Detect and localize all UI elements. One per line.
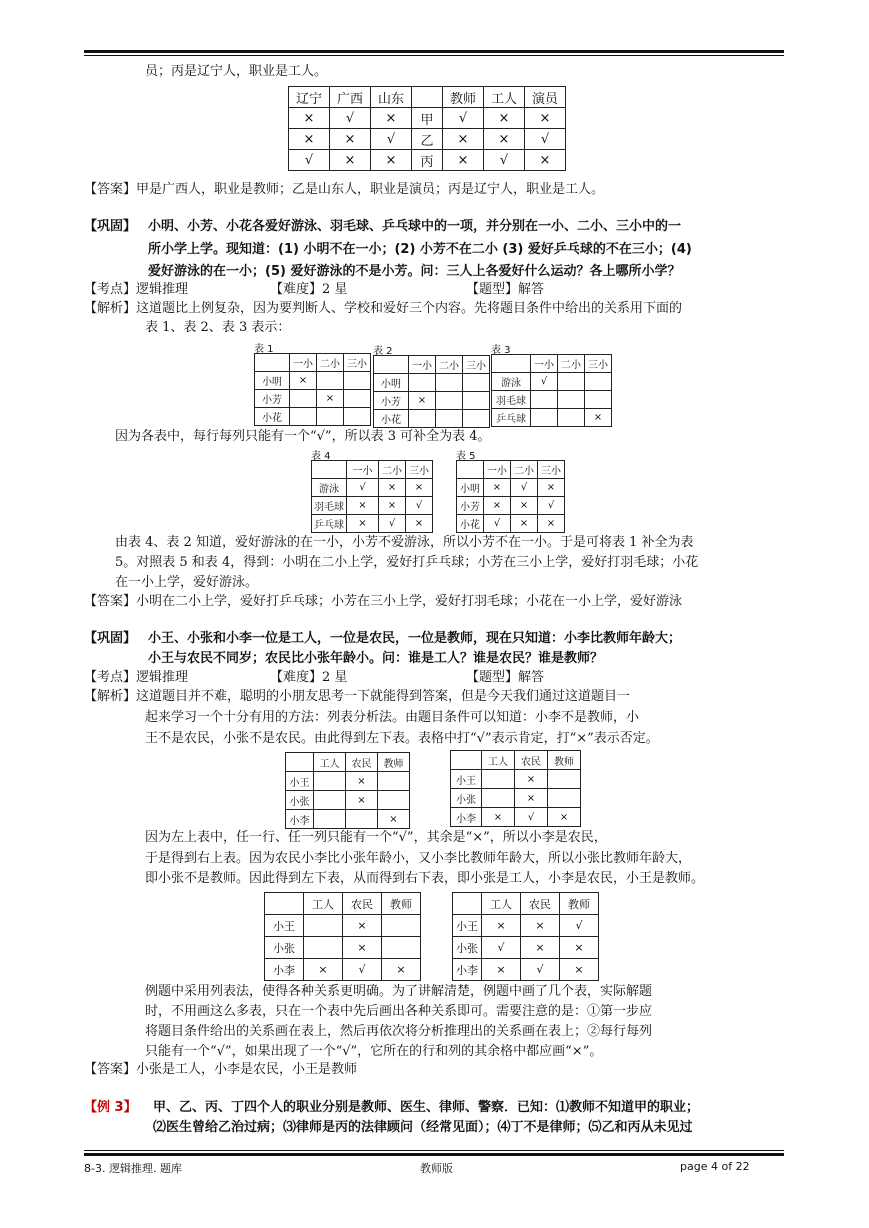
table-header-cell: 一小: [347, 461, 379, 479]
table-cell: ×: [515, 770, 548, 789]
table-cell: [346, 810, 378, 829]
bottom-rule-thick: [84, 1153, 784, 1156]
table-cell: √: [371, 129, 412, 150]
gonggu-1-line: 小明、小芳、小花各爱好游泳、羽毛球、乒乓球中的一项，并分别在一小、二小、三小中的一: [148, 219, 682, 234]
table-header-row: [453, 893, 599, 915]
table-cell: [344, 390, 371, 408]
gonggu-2-jiexi: 【解析】这道题目并不难，聪明的小朋友思考一下就能得到答案，但是今天我们通过这道题目一: [84, 689, 631, 704]
table-cell: ×: [484, 479, 511, 497]
table-cell: ×: [379, 497, 406, 515]
example-3-line: 甲、乙、丙、丁四个人的职业分别是教师、医生、律师、警察．已知：⑴教师不知道甲的职业；: [153, 1100, 700, 1115]
table-cell: 羽毛球: [312, 497, 347, 515]
table-cell: √: [330, 108, 371, 129]
table-header-cell: 三小: [344, 354, 371, 372]
table-cell: 乒乓球: [312, 515, 347, 533]
gonggu-1-answer: 【答案】小明在二小上学，爱好打乒乓球；小芳在三小上学，爱好打羽毛球；小花在一小上学，爱好游泳: [84, 594, 683, 609]
table-top-right: [450, 750, 581, 827]
table-row: [289, 150, 566, 171]
table-cell: √: [482, 937, 521, 959]
gonggu-1-nandu: 【难度】2 星: [270, 282, 348, 297]
table-cell: ×: [343, 937, 382, 959]
table-header-cell: [453, 893, 482, 915]
table-header-cell: [451, 751, 482, 770]
table-cell: √: [406, 497, 433, 515]
table-header-cell: [265, 893, 304, 915]
table-row: [374, 410, 490, 428]
table-header-cell: 教师: [382, 893, 421, 915]
table-cell: [290, 390, 317, 408]
table-1: [254, 353, 371, 426]
table-cell: ×: [346, 772, 378, 791]
table-header-cell: 农民: [521, 893, 560, 915]
table-row: [453, 915, 599, 937]
table-cell: ×: [406, 515, 433, 533]
table-cell: √: [511, 479, 538, 497]
table-cell: ×: [443, 129, 484, 150]
table-row: [453, 959, 599, 981]
table-header-cell: [492, 355, 531, 373]
table-row: [312, 479, 433, 497]
table-row: [457, 515, 565, 533]
intro-line: 员；丙是辽宁人，职业是工人。: [145, 64, 328, 79]
table-cell: [548, 789, 581, 808]
table-row: [492, 409, 612, 427]
table-header-row: [255, 354, 371, 372]
gonggu-2-jiexi: 起来学习一个十分有用的方法：列表分析法。由题目条件可以知道：小李不是教师，小: [145, 710, 640, 725]
table-row: [289, 108, 566, 129]
table-row: [492, 391, 612, 409]
table-cell: [314, 791, 346, 810]
table-1-caption: 表 1: [254, 344, 274, 355]
table-5: [456, 460, 565, 533]
table-cell: [378, 791, 410, 810]
table-cell: 游泳: [312, 479, 347, 497]
table-cell: [382, 915, 421, 937]
table-cell: ×: [525, 150, 566, 171]
table-cell: 小王: [286, 772, 314, 791]
table-top-left: [285, 752, 410, 829]
table-header-cell: 教师: [378, 753, 410, 772]
table-cell: √: [525, 129, 566, 150]
gonggu-1-after: 由表 4、表 2 知道，爱好游泳的在一小，小芳不爱游泳，所以小芳不在一小。于是可将表 1 补全为表: [115, 535, 694, 550]
table-cell: ×: [484, 497, 511, 515]
table-header-cell: [286, 753, 314, 772]
table-cell: ×: [482, 959, 521, 981]
table-cell: 小花: [457, 515, 484, 533]
province-job-table: [288, 86, 566, 171]
table-cell: ×: [347, 515, 379, 533]
table-cell: ×: [371, 108, 412, 129]
table-header-cell: 三小: [538, 461, 565, 479]
table-header-cell: 三小: [463, 356, 490, 374]
table-cell: √: [484, 515, 511, 533]
table-row: [286, 791, 410, 810]
table-cell: ×: [347, 497, 379, 515]
table-header-cell: 一小: [484, 461, 511, 479]
gonggu-2-end: 将题目条件给出的关系画在表上，然后再依次将分析推理出的关系画在表上；②每行每列: [145, 1024, 653, 1039]
table-cell: 小明: [457, 479, 484, 497]
gonggu-2-answer: 【答案】小张是工人，小李是农民，小王是教师: [84, 1062, 358, 1077]
footer-left: 8-3. 逻辑推理. 题库: [84, 1162, 182, 1175]
table-cell: 甲: [412, 108, 443, 129]
table-cell: 丙: [412, 150, 443, 171]
table-row: [286, 772, 410, 791]
table-cell: [304, 915, 343, 937]
table-row: [265, 915, 421, 937]
table-cell: 小张: [265, 937, 304, 959]
table-bottom-right: [452, 892, 599, 981]
table-cell: 小芳: [374, 392, 409, 410]
table-header-cell: 工人: [304, 893, 343, 915]
table-cell: ×: [484, 129, 525, 150]
table-cell: ×: [409, 392, 436, 410]
table-header-cell: 农民: [343, 893, 382, 915]
gonggu-2-end: 例题中采用列表法，使得各种关系更明确。为了讲解清楚，例题中画了几个表，实际解题: [145, 984, 653, 999]
table-header-cell: 农民: [515, 751, 548, 770]
table-cell: ×: [443, 150, 484, 171]
table-cell: [344, 372, 371, 390]
example-3-tag: 【例 3】: [84, 1100, 137, 1115]
table-cell: 小李: [451, 808, 482, 827]
table-cell: ×: [378, 810, 410, 829]
gonggu-2-jiexi: 王不是农民，小张不是农民。由此得到左下表。表格中打“√”表示肯定，打“×”表示否定。: [145, 731, 659, 746]
table-cell: [558, 373, 585, 391]
gonggu-1-kaodian: 【考点】逻辑推理: [84, 282, 189, 297]
table-cell: ×: [343, 915, 382, 937]
table-row: [492, 373, 612, 391]
table-cell: 小王: [265, 915, 304, 937]
table-header-cell: 广西: [330, 87, 371, 108]
table-cell: ×: [525, 108, 566, 129]
table-cell: ×: [538, 515, 565, 533]
table-cell: [463, 392, 490, 410]
table-header-cell: [412, 87, 443, 108]
table-row: [255, 372, 371, 390]
gonggu-2-line: 小王与农民不同岁；农民比小张年龄小。问：谁是工人？谁是农民？谁是教师？: [148, 651, 604, 666]
table-header-cell: [312, 461, 347, 479]
table-cell: [482, 770, 515, 789]
example-3-line: ⑵医生曾给乙治过病；⑶律师是丙的法律顾问（经常见面）；⑷丁不是律师；⑸乙和丙从未见过: [153, 1120, 693, 1135]
table-cell: √: [560, 915, 599, 937]
table-cell: [548, 770, 581, 789]
table-cell: 小明: [255, 372, 290, 390]
table-cell: √: [379, 515, 406, 533]
table-cell: [409, 374, 436, 392]
table-cell: 小明: [374, 374, 409, 392]
table-row: [451, 789, 581, 808]
table-row: [289, 129, 566, 150]
table-cell: 小张: [453, 937, 482, 959]
table-cell: ×: [560, 937, 599, 959]
table-cell: [531, 409, 558, 427]
table-row: [374, 374, 490, 392]
table-row: [451, 770, 581, 789]
table-cell: 小李: [453, 959, 482, 981]
table-header-cell: 工人: [484, 87, 525, 108]
table-cell: ×: [317, 390, 344, 408]
table-cell: ×: [548, 808, 581, 827]
table-4: [311, 460, 433, 533]
table-cell: ×: [290, 372, 317, 390]
table-header-cell: 工人: [314, 753, 346, 772]
table-cell: 游泳: [492, 373, 531, 391]
table-cell: [304, 937, 343, 959]
table-header-cell: 二小: [511, 461, 538, 479]
table-header-row: [457, 461, 565, 479]
gonggu-1-after: 5。对照表 5 和表 4，得到：小明在二小上学，爱好打乒乓球；小芳在三小上学，爱好打羽毛球；小花: [115, 555, 699, 570]
table-cell: [482, 789, 515, 808]
table-2-caption: 表 2: [373, 346, 393, 357]
gonggu-2-nandu: 【难度】2 星: [270, 670, 348, 685]
gonggu-1-line: 所小学上学。现知道：(1) 小明不在一小；(2) 小芳不在二小 (3) 爱好乒乓球的不在三小；(4): [148, 242, 692, 257]
table-cell: ×: [538, 479, 565, 497]
table-cell: ×: [482, 915, 521, 937]
table-header-cell: 教师: [443, 87, 484, 108]
gonggu-2-tag: 【巩固】: [84, 631, 137, 646]
gonggu-1-jiexi: 【解析】这道题比上例复杂，因为要判断人、学校和爱好三个内容。先将题目条件中给出的关系用下面的: [84, 301, 683, 316]
table-cell: 小花: [255, 408, 290, 426]
table-cell: 小李: [265, 959, 304, 981]
table-cell: [290, 408, 317, 426]
table-header-row: [492, 355, 612, 373]
table-cell: [436, 374, 463, 392]
table-cell: [436, 392, 463, 410]
table-cell: [314, 810, 346, 829]
table-header-cell: 辽宁: [289, 87, 330, 108]
table-header-cell: 一小: [409, 356, 436, 374]
gonggu-1-line: 爱好游泳的在一小；(5) 爱好游泳的不是小芳。问：三人上各爱好什么运动？各上哪所小学？: [148, 264, 681, 279]
table-row: [255, 390, 371, 408]
footer-right: page 4 of 22: [680, 1160, 750, 1173]
table-cell: [317, 372, 344, 390]
table-cell: ×: [330, 129, 371, 150]
table-header-cell: 工人: [482, 751, 515, 770]
table-2: [373, 355, 490, 428]
table-cell: ×: [521, 915, 560, 937]
table-cell: √: [515, 808, 548, 827]
table-header-row: [451, 751, 581, 770]
gonggu-1-tag: 【巩固】: [84, 219, 137, 234]
table-row: [457, 497, 565, 515]
table-header-cell: [374, 356, 409, 374]
table-cell: [378, 772, 410, 791]
table-cell: [382, 937, 421, 959]
table-row: [374, 392, 490, 410]
table-row: [312, 515, 433, 533]
table-cell: [409, 410, 436, 428]
table-cell: √: [484, 150, 525, 171]
table-cell: ×: [521, 937, 560, 959]
table-cell: ×: [515, 789, 548, 808]
table-bottom-left: [264, 892, 421, 981]
table-cell: ×: [304, 959, 343, 981]
table-cell: ×: [482, 808, 515, 827]
table-cell: √: [289, 150, 330, 171]
table-cell: 羽毛球: [492, 391, 531, 409]
table-header-row: [312, 461, 433, 479]
table-header-cell: 教师: [560, 893, 599, 915]
table-cell: [317, 408, 344, 426]
table-cell: √: [538, 497, 565, 515]
gonggu-1-after: 在一小上学，爱好游泳。: [115, 575, 259, 590]
table-cell: ×: [371, 150, 412, 171]
table-cell: ×: [330, 150, 371, 171]
table-cell: 小张: [286, 791, 314, 810]
gonggu-2-mid: 于是得到右上表。因为农民小李比小张年龄小，又小李比教师年龄大，所以小张比教师年龄大，: [145, 851, 692, 866]
table-cell: [531, 391, 558, 409]
table-cell: 小王: [451, 770, 482, 789]
table-cell: ×: [346, 791, 378, 810]
table-row: [453, 937, 599, 959]
table-header-cell: 二小: [317, 354, 344, 372]
table-cell: [463, 410, 490, 428]
table-cell: √: [521, 959, 560, 981]
table-cell: 小芳: [457, 497, 484, 515]
table-cell: [314, 772, 346, 791]
table-cell: [463, 374, 490, 392]
table-header-cell: 一小: [531, 355, 558, 373]
table-header-cell: 二小: [436, 356, 463, 374]
gonggu-1-jiexi: 表 1、表 2、表 3 表示：: [145, 320, 291, 335]
table-header-cell: [255, 354, 290, 372]
table-cell: 小花: [374, 410, 409, 428]
table-cell: [436, 410, 463, 428]
table-cell: 乒乓球: [492, 409, 531, 427]
table-cell: ×: [511, 497, 538, 515]
table-row: [255, 408, 371, 426]
table-cell: √: [531, 373, 558, 391]
gonggu-2-end: 只能有一个“√”，如果出现了一个“√”，它所在的行和列的其余格中都应画“×”。: [145, 1044, 603, 1059]
table-cell: ×: [289, 129, 330, 150]
footer-center: 教师版: [420, 1162, 453, 1175]
table-cell: ×: [382, 959, 421, 981]
table-header-row: [286, 753, 410, 772]
table-header-cell: 二小: [379, 461, 406, 479]
table-header-cell: 二小: [558, 355, 585, 373]
table-cell: 乙: [412, 129, 443, 150]
table-cell: [558, 391, 585, 409]
table-header-row: [289, 87, 566, 108]
table-header-cell: 教师: [548, 751, 581, 770]
table-cell: ×: [289, 108, 330, 129]
gonggu-2-line: 小王、小张和小李一位是工人，一位是农民，一位是教师，现在只知道：小李比教师年龄大；: [148, 631, 682, 646]
table-header-row: [265, 893, 421, 915]
table-cell: ×: [484, 108, 525, 129]
table-row: [265, 959, 421, 981]
table-3: [491, 354, 612, 427]
table-cell: [558, 409, 585, 427]
table-header-cell: [457, 461, 484, 479]
gonggu-1-mid: 因为各表中，每行每列只能有一个“√”，所以表 3 可补全为表 4。: [115, 429, 491, 444]
gonggu-2-end: 时，不用画这么多表，只在一个表中先后画出各种关系即可。需要注意的是：①第一步应: [145, 1004, 653, 1019]
table-cell: [585, 373, 612, 391]
table-header-cell: 山东: [371, 87, 412, 108]
table-row: [286, 810, 410, 829]
table-cell: √: [347, 479, 379, 497]
gonggu-2-mid: 因为左上表中，任一行、任一列只能有一个“√”，其余是“×”，所以小李是农民，: [145, 830, 607, 845]
table-4-caption: 表 4: [311, 451, 331, 462]
table-cell: ×: [379, 479, 406, 497]
table-cell: 小王: [453, 915, 482, 937]
table-header-cell: 一小: [290, 354, 317, 372]
table-cell: √: [343, 959, 382, 981]
table-cell: 小芳: [255, 390, 290, 408]
table-cell: ×: [560, 959, 599, 981]
table-row: [265, 937, 421, 959]
table-header-cell: 三小: [406, 461, 433, 479]
table-header-cell: 三小: [585, 355, 612, 373]
table-cell: [344, 408, 371, 426]
gonggu-1-tixing: 【题型】解答: [466, 282, 545, 297]
gonggu-2-mid: 即小张不是教师。因此得到左下表，从而得到右下表，即小张是工人，小李是农民，小王是教师。: [145, 871, 705, 886]
table-cell: ×: [585, 409, 612, 427]
gonggu-2-kaodian: 【考点】逻辑推理: [84, 670, 189, 685]
top-rule-thin: [84, 55, 784, 56]
table-cell: [585, 391, 612, 409]
table-5-caption: 表 5: [456, 451, 476, 462]
table-cell: 小张: [451, 789, 482, 808]
table-cell: √: [443, 108, 484, 129]
table-header-cell: 演员: [525, 87, 566, 108]
table-3-caption: 表 3: [491, 345, 511, 356]
table-header-cell: 农民: [346, 753, 378, 772]
table-cell: 小李: [286, 810, 314, 829]
bottom-rule-thin: [84, 1150, 784, 1151]
table-header-cell: 工人: [482, 893, 521, 915]
table-header-row: [374, 356, 490, 374]
table-row: [451, 808, 581, 827]
answer-1: 【答案】甲是广西人，职业是教师；乙是山东人，职业是演员；丙是辽宁人，职业是工人。: [84, 182, 605, 197]
table-cell: ×: [511, 515, 538, 533]
top-rule-thick: [84, 50, 784, 53]
gonggu-2-tixing: 【题型】解答: [466, 670, 545, 685]
table-row: [312, 497, 433, 515]
table-cell: ×: [406, 479, 433, 497]
table-row: [457, 479, 565, 497]
